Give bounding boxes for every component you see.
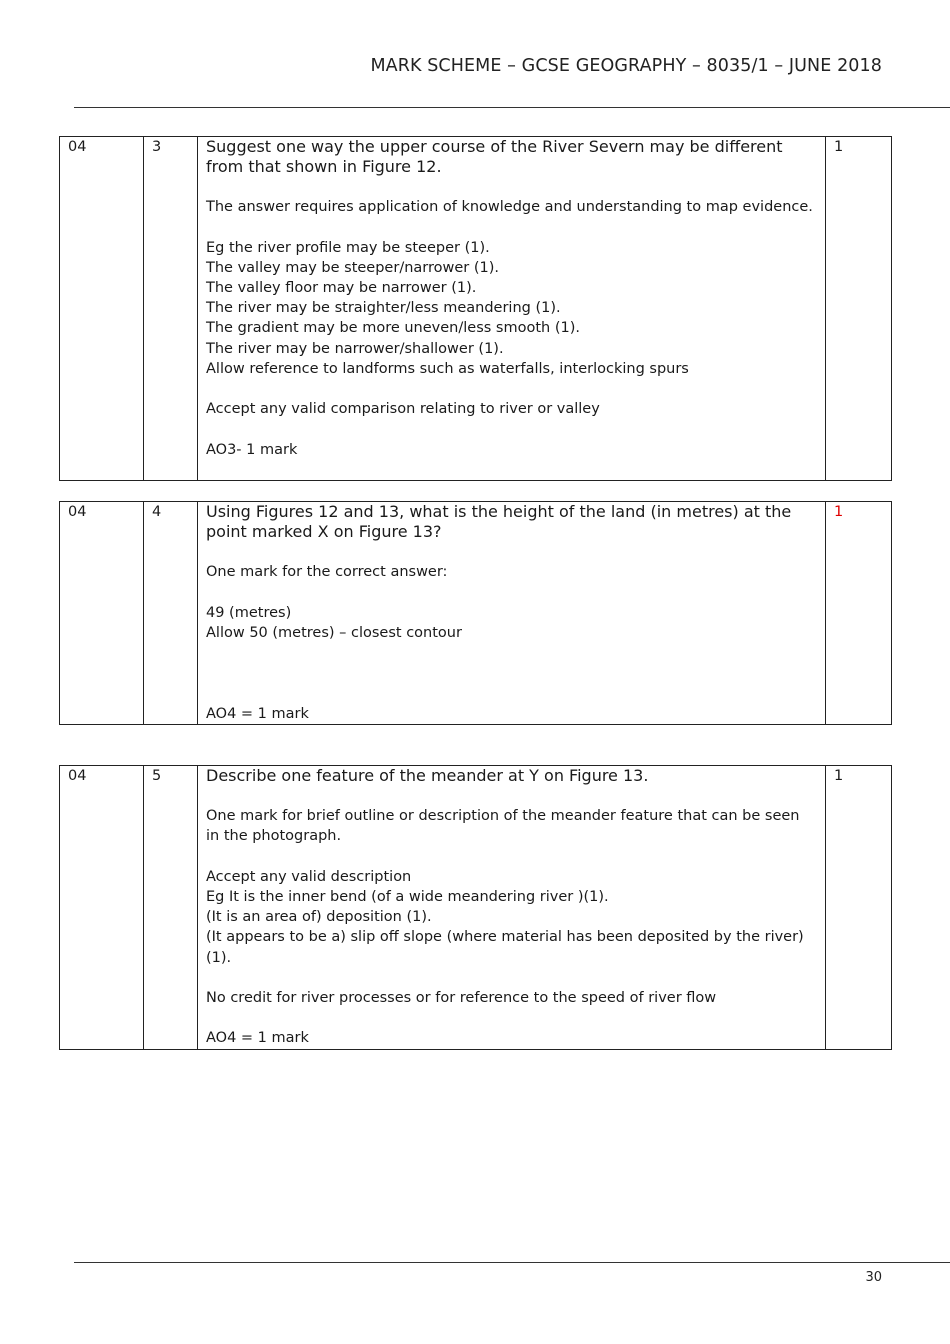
answer-point: (It appears to be a) slip off slope (where material has been deposited by the river) (1).	[206, 929, 804, 966]
question-text: Using Figures 12 and 13, what is the height of the land (in metres) at the point marked X on Figure 13?	[206, 502, 792, 541]
page-header-title: MARK SCHEME – GCSE GEOGRAPHY – 8035/1 – JUNE 2018	[370, 56, 882, 76]
answer-point: Eg the river profile may be steeper (1).	[206, 239, 490, 256]
question-number: 04	[68, 504, 87, 520]
question-part: 5	[152, 768, 162, 784]
answer-point: The valley floor may be narrower (1).	[206, 279, 477, 296]
question-part-cell	[144, 766, 198, 1050]
mark-scheme-cell	[198, 502, 826, 725]
guidance-text: One mark for the correct answer:	[206, 564, 448, 581]
question-text: Suggest one way the upper course of the River Severn may be different from that shown in Figure 12.	[206, 137, 783, 176]
assessment-objective: AO3- 1 mark	[206, 441, 298, 458]
question-number: 04	[68, 768, 87, 784]
no-credit-note: No credit for river processes or for reference to the speed of river flow	[206, 989, 717, 1006]
answer-point: Eg It is the inner bend (of a wide meandering river )(1).	[206, 888, 609, 905]
assessment-objective: AO4 = 1 mark	[206, 1030, 309, 1047]
question-text: Describe one feature of the meander at Y on Figure 13.	[206, 766, 649, 785]
marks-value: 1	[834, 768, 844, 784]
marks-value: 1	[834, 504, 844, 520]
answer-point: Allow 50 (metres) – closest contour	[206, 624, 462, 641]
answer-point: Allow reference to landforms such as waterfalls, interlocking spurs	[206, 360, 689, 377]
mark-scheme-cell	[198, 137, 826, 481]
accept-note: Accept any valid comparison relating to river or valley	[206, 401, 600, 418]
assessment-objective: AO4 = 1 mark	[206, 705, 309, 722]
question-part: 4	[152, 504, 162, 520]
question-number-cell	[60, 766, 144, 1050]
marks-value: 1	[834, 139, 844, 155]
answer-point: The river may be narrower/shallower (1).	[206, 340, 504, 357]
question-table-04-5	[59, 765, 892, 1050]
answer-point: Accept any valid description	[206, 868, 412, 885]
guidance-text: The answer requires application of knowledge and understanding to map evidence.	[206, 199, 813, 216]
marks-cell	[826, 137, 892, 481]
mark-scheme-cell	[198, 766, 826, 1050]
answer-point: The valley may be steeper/narrower (1).	[206, 259, 499, 276]
question-part-cell	[144, 502, 198, 725]
question-number: 04	[68, 139, 87, 155]
answer-point: 49 (metres)	[206, 604, 292, 621]
question-table-04-3	[59, 136, 892, 481]
question-table-04-4	[59, 501, 892, 725]
question-part-cell	[144, 137, 198, 481]
marks-cell	[826, 766, 892, 1050]
footer-divider	[74, 1262, 950, 1263]
guidance-text: One mark for brief outline or description of the meander feature that can be seen in the photograph.	[206, 808, 800, 845]
page-number: 30	[865, 1270, 882, 1285]
question-part: 3	[152, 139, 162, 155]
header-divider	[74, 107, 950, 108]
answer-point: The gradient may be more uneven/less smooth (1).	[206, 320, 580, 337]
marks-cell	[826, 502, 892, 725]
question-number-cell	[60, 137, 144, 481]
question-number-cell	[60, 502, 144, 725]
answer-point: (It is an area of) deposition (1).	[206, 909, 432, 926]
answer-point: The river may be straighter/less meandering (1).	[206, 300, 561, 317]
